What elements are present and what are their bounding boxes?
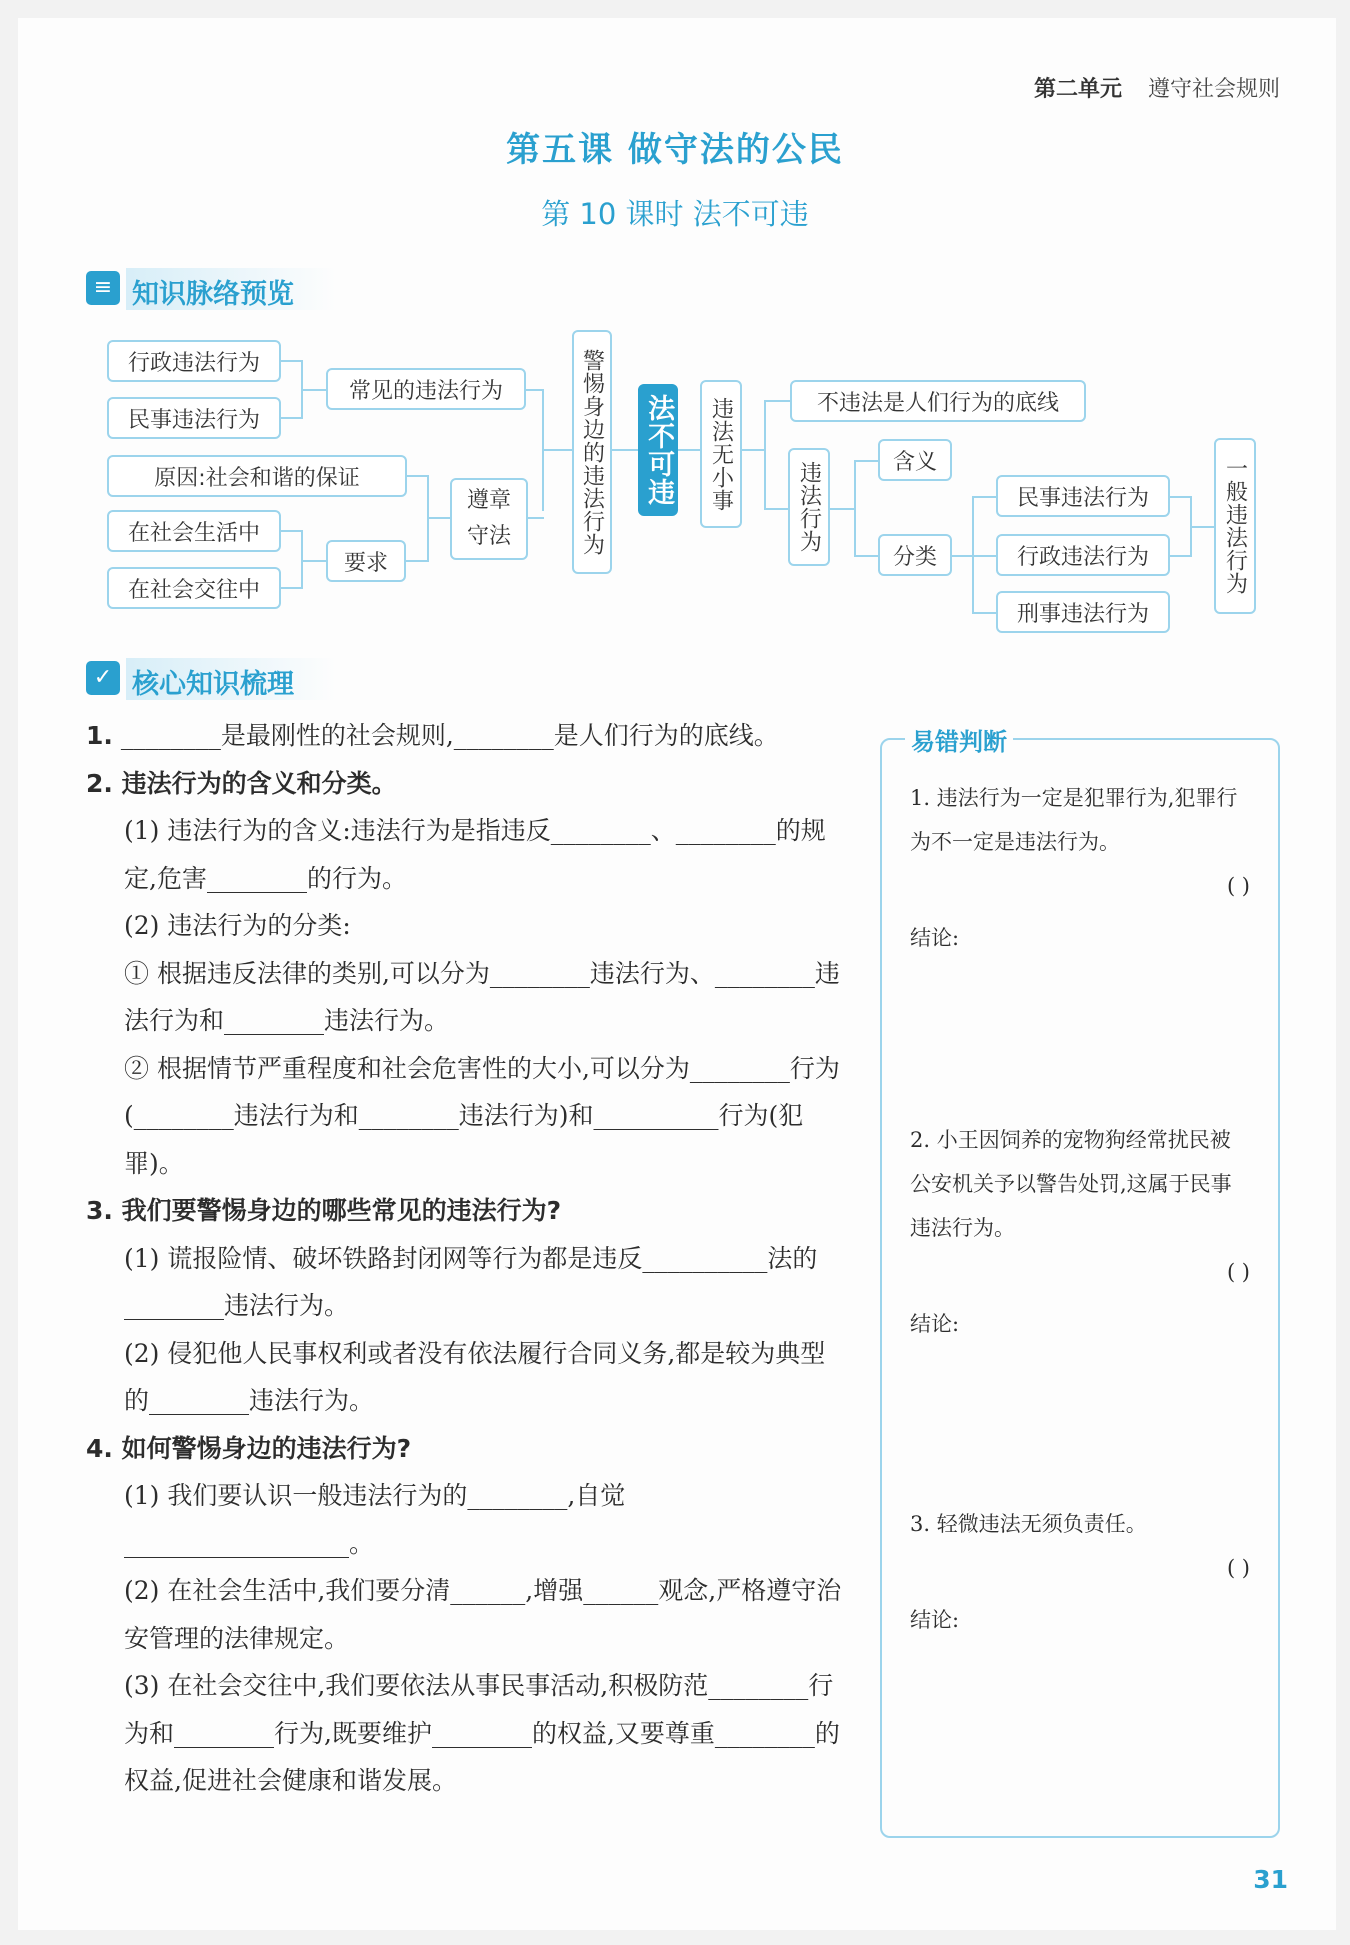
section-overview-title: 知识脉络预览	[132, 279, 294, 310]
question-3: 3. 我们要警惕身边的哪些常见的违法行为?	[86, 1196, 562, 1225]
unit-header	[1034, 72, 1280, 103]
mm-civil-illegal: 民事违法行为	[107, 397, 281, 439]
section-core-header	[86, 658, 386, 700]
question-2-2-b: ② 根据情节严重程度和社会危害性的大小,可以分为________行为(________违法行为和________违法行为)和__________行为(犯罪)。	[124, 1053, 840, 1178]
question-1: 1. ________是最刚性的社会规则,________是人们行为的底线。	[86, 721, 779, 750]
question-2-1: (1) 违法行为的含义:违法行为是指违反________、________的规定,危害________的行为。	[124, 816, 826, 893]
mm-require: 要求	[326, 540, 406, 582]
question-4-3: (3) 在社会交往中,我们要依法从事民事活动,积极防范________行为和________行为,既要维护________的权益,又要尊重________的权益,促进社会健康和谐发展。	[124, 1671, 840, 1795]
answer-blank[interactable]: ( )	[1226, 1260, 1250, 1284]
mm-meaning: 含义	[878, 439, 952, 481]
unit-title: 遵守社会规则	[1147, 77, 1280, 102]
judgment-item-2: 2. 小王因饲养的宠物狗经常扰民被公安机关予以警告处罚,这属于民事违法行为。 ( ) 结论:	[910, 1118, 1250, 1346]
page-number: 31	[1253, 1865, 1288, 1894]
mm-cls-admin: 行政违法行为	[996, 534, 1170, 576]
mm-center: 法不可违	[638, 384, 678, 516]
checkbox-icon: ✓	[86, 661, 120, 695]
question-3-2: (2) 侵犯他人民事权利或者没有依法履行合同义务,都是较为典型的________违法行为。	[124, 1338, 826, 1415]
stack-icon: ≡	[86, 271, 120, 305]
mm-classify: 分类	[878, 534, 952, 576]
conclusion-label: 结论:	[910, 926, 960, 950]
mm-obey-1: 遵章	[466, 488, 511, 513]
answer-blank[interactable]: ( )	[1226, 1556, 1250, 1580]
question-list	[86, 712, 846, 1805]
question-4: 4. 如何警惕身边的违法行为?	[86, 1433, 412, 1463]
question-2-2-a: ① 根据违反法律的类别,可以分为________违法行为、________违法行为和________违法行为。	[124, 958, 840, 1035]
mm-common-illegal: 常见的违法行为	[326, 368, 526, 410]
answer-blank[interactable]: ( )	[1226, 874, 1250, 898]
mm-admin-illegal: 行政违法行为	[107, 340, 281, 382]
mm-cls-civil: 民事违法行为	[996, 475, 1170, 517]
question-2-2: (2) 违法行为的分类:	[124, 911, 351, 940]
error-judgment-title: 易错判断	[905, 722, 1013, 757]
mm-illegal-acts: 违法行为	[788, 448, 830, 566]
mm-bottom-line: 不违法是人们行为的底线	[790, 380, 1086, 422]
conclusion-label: 结论:	[910, 1312, 960, 1336]
question-2: 2. 违法行为的含义和分类。	[86, 768, 397, 798]
mm-beware: 警惕身边的违法行为	[572, 330, 612, 574]
mm-reason: 原因:社会和谐的保证	[107, 455, 407, 497]
period-title: 第 10 课时 法不可违	[541, 197, 809, 231]
mm-general: 一般违法行为	[1214, 438, 1256, 614]
section-overview-header	[86, 268, 386, 310]
mm-cls-criminal: 刑事违法行为	[996, 591, 1170, 633]
lesson-title: 第五课 做守法的公民	[506, 130, 844, 170]
mm-obey-law	[450, 478, 528, 560]
section-core-title: 核心知识梳理	[132, 669, 294, 700]
mm-no-small: 违法无小事	[700, 380, 742, 528]
question-3-1: (1) 谎报险情、破坏铁路封闭网等行为都是违反__________法的________违法行为。	[124, 1243, 818, 1320]
question-4-2: (2) 在社会生活中,我们要分清______,增强______观念,严格遵守治安管理的法律规定。	[124, 1576, 842, 1653]
conclusion-label: 结论:	[910, 1608, 960, 1632]
mm-obey-2: 守法	[466, 524, 511, 549]
question-4-1: (1) 我们要认识一般违法行为的________,自觉__________________。	[124, 1481, 626, 1558]
judgment-item-1: 1. 违法行为一定是犯罪行为,犯罪行为不一定是违法行为。 ( ) 结论:	[910, 776, 1250, 960]
judgment-item-3: 3. 轻微违法无须负责任。 ( ) 结论:	[910, 1502, 1250, 1642]
unit-label: 第二单元	[1033, 77, 1122, 102]
mm-in-social-contact: 在社会交往中	[107, 567, 281, 609]
mm-in-social-life: 在社会生活中	[107, 510, 281, 552]
